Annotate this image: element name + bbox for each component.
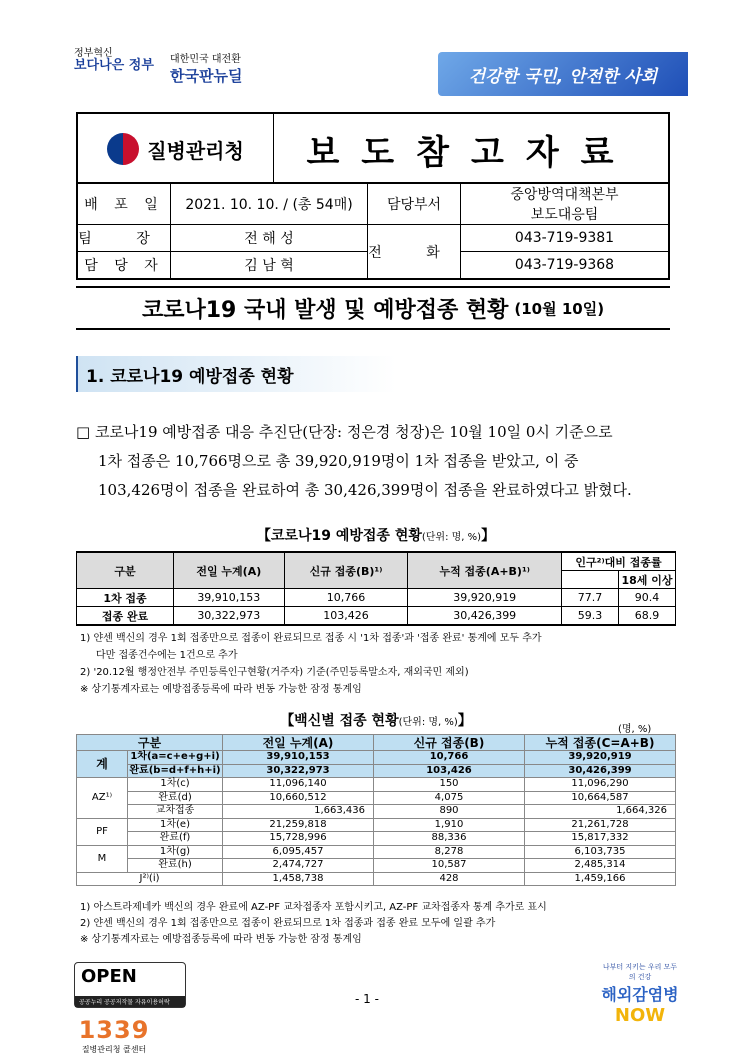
t2-cell: 1차(a=c+e+g+i)	[128, 751, 223, 765]
t1-cell: 39,910,153	[174, 589, 285, 607]
t2-cell: 890	[374, 805, 525, 819]
section-heading: 1. 코로나19 예방접종 현황	[76, 356, 396, 392]
doc-title: 보도참고자료	[306, 132, 636, 173]
t2-group-m: M	[77, 845, 128, 872]
t2-cell: 8,278	[374, 845, 525, 859]
para-line-2: 1차 접종은 10,766명으로 총 39,920,919명이 1차 접종을 받았고, 이 중	[98, 452, 579, 470]
t1-cell: 59.3	[562, 607, 619, 626]
t2-cell: 1,458,738	[223, 872, 374, 886]
t1-cell: 1차 접종	[77, 589, 174, 607]
table2-caption-text: 【백신별 접종 현황	[280, 713, 399, 729]
table2-unit: (명, %)	[618, 724, 652, 735]
table-row	[77, 778, 676, 792]
t2-group-pf: PF	[77, 818, 128, 845]
para-line-3: 103,426명이 접종을 완료하여 총 30,426,399명이 접종을 완료하였다고 밝혔다.	[98, 481, 632, 499]
t1-header-4: 인구²⁾대비 접종률	[562, 552, 676, 571]
t2-header-0: 구분	[77, 735, 223, 751]
t2-cell: 1,459,166	[525, 872, 676, 886]
t1-subheader-0	[562, 571, 619, 589]
t2-cell: 21,259,818	[223, 818, 374, 832]
new-deal-small: 대한민국 대전환	[170, 54, 241, 65]
t2-cell: 10,766	[374, 751, 525, 765]
table-row	[77, 751, 676, 765]
t2-group-az: AZ¹⁾	[77, 778, 128, 819]
note-line: ※ 상기통계자료는 예방접종등록에 따라 변동 가능한 잠정 통계임	[80, 934, 362, 945]
gov-innovation-small: 정부혁신	[74, 48, 113, 59]
t2-cell: 1차(e)	[128, 818, 223, 832]
new-deal-logo	[170, 50, 290, 86]
table2-caption	[76, 710, 676, 730]
t2-cell: 15,728,996	[223, 832, 374, 846]
t2-cell: 10,660,512	[223, 791, 374, 805]
t2-cell: J²⁾(i)	[77, 872, 223, 886]
note-line: 2) 얀센 백신의 경우 1회 접종만으로 접종이 완료되므로 1차 접종과 접종 완료 모두에 일괄 추가	[80, 918, 496, 929]
t2-cell: 6,103,735	[525, 845, 676, 859]
table-row	[77, 859, 676, 873]
t2-cell: 1차(c)	[128, 778, 223, 792]
call-label: 질병관리청 콜센터	[81, 1045, 147, 1054]
t2-cell: 10,587	[374, 859, 525, 873]
t2-header-1: 전일 누계(A)	[223, 735, 374, 751]
table-row	[77, 805, 676, 819]
call-number: 1339	[78, 1016, 150, 1044]
table-row	[77, 764, 676, 778]
table1-notes	[80, 630, 680, 698]
overseas-infection-logo	[600, 962, 680, 1026]
overseas-small: 나부터 지키는 우리 모두의 건강	[602, 963, 678, 981]
dept-value-line2: 보도대응팀	[530, 207, 599, 223]
t2-cell: 완료(b=d+f+h+i)	[129, 764, 221, 776]
t2-cell: 2,474,727	[223, 859, 374, 873]
table1-caption-text: 【코로나19 예방접종 현황	[256, 528, 422, 544]
t1-cell: 10,766	[284, 589, 408, 607]
note-line: 1) 아스트라제네카 백신의 경우 완료에 AZ-PF 교차접종자 포함시키고, AZ-PF 교차접종자 통계 추가로 표시	[80, 902, 547, 913]
open-license-badge	[74, 962, 186, 1008]
note-line: 2) '20.12월 행정안전부 주민등록인구현황(거주자) 기준(주민등록말소자, 재외국민 제외)	[80, 667, 469, 678]
t2-cell: 30,426,399	[525, 764, 676, 778]
t2-header-2: 신규 접종(B)	[374, 735, 525, 751]
t1-cell: 39,920,919	[408, 589, 562, 607]
info-table	[76, 182, 670, 280]
main-title	[76, 286, 670, 330]
table-row	[77, 845, 676, 859]
t2-cell: 428	[374, 872, 525, 886]
table1-caption	[76, 525, 676, 545]
press-header	[76, 112, 670, 184]
t2-cell: 21,261,728	[525, 818, 676, 832]
vaccine-type-table	[76, 734, 676, 886]
note-line: ※ 상기통계자료는 예방접종등록에 따라 변동 가능한 잠정 통계임	[80, 684, 362, 695]
table2-notes	[80, 900, 680, 948]
t2-cell: 39,910,153	[223, 751, 374, 765]
phone-label: 전 화	[368, 225, 461, 280]
table2-caption-end: 】	[457, 713, 472, 729]
t2-cell: 103,426	[374, 764, 525, 778]
new-deal-big: 한국판뉴딜	[170, 67, 243, 85]
t2-cell: 4,075	[374, 791, 525, 805]
t2-cell: 88,336	[374, 832, 525, 846]
overseas-big: 해외감염병	[601, 985, 679, 1004]
main-title-text: 코로나19 국내 발생 및 예방접종 현황	[141, 297, 509, 323]
t1-cell: 77.7	[562, 589, 619, 607]
slogan-banner: 건강한 국민, 안전한 사회	[438, 52, 688, 96]
t2-cell: 11,096,290	[525, 778, 676, 792]
t1-header-0: 구분	[77, 552, 174, 589]
t1-cell: 103,426	[284, 607, 408, 626]
main-title-date: (10월 10일)	[514, 299, 605, 318]
table-row	[77, 818, 676, 832]
note-line: 다만 접종건수에는 1건으로 추가	[96, 650, 238, 661]
t2-cell: 1,910	[374, 818, 525, 832]
t2-cell: 30,322,973	[223, 764, 374, 778]
dept-value-line1: 중앙방역대책본부	[510, 187, 619, 203]
open-bar-text: 공공누리 공공저작물 자유이용허락	[75, 996, 185, 1007]
note-line: 1) 얀센 백신의 경우 1회 접종만으로 접종이 완료되므로 접종 시 '1차 접종'과 '접종 완료' 통계에 모두 추가	[80, 633, 542, 644]
table2-caption-unit: (단위: 명, %)	[398, 717, 458, 728]
callcenter-logo	[74, 1016, 154, 1056]
date-label: 배 포 일	[77, 183, 171, 225]
agency-block	[78, 114, 274, 184]
staff-label: 담 당 자	[77, 252, 171, 280]
t1-header-2: 신규 접종(B)¹⁾	[284, 552, 408, 589]
t1-subheader-1: 18세 이상	[619, 571, 676, 589]
t2-cell: 15,817,332	[525, 832, 676, 846]
t2-header-3: 누적 접종(C=A+B)	[525, 735, 676, 751]
t2-cell: 1차(g)	[128, 845, 223, 859]
overseas-now: NOW	[614, 1005, 666, 1026]
table-row	[77, 589, 676, 607]
kdca-emblem-icon	[107, 133, 139, 165]
t1-header-3: 누적 접종(A+B)¹⁾	[408, 552, 562, 589]
lead-value: 전 해 성	[171, 225, 368, 252]
open-label: OPEN	[81, 966, 137, 987]
table-row	[77, 832, 676, 846]
phone-1: 043-719-9381	[461, 225, 670, 252]
gov-innovation-big: 보다나은 정부	[74, 58, 154, 73]
t2-cell: 2,485,314	[525, 859, 676, 873]
gov-innovation-logo	[74, 48, 154, 88]
t2-cell: 완료(h)	[128, 859, 223, 873]
t1-header-1: 전일 누계(A)	[174, 552, 285, 589]
para-line-1: □ 코로나19 예방접종 대응 추진단(단장: 정은경 청장)은 10월 10일 0시 기준으로	[76, 423, 613, 441]
summary-paragraph	[76, 418, 676, 505]
t2-cell: 150	[374, 778, 525, 792]
t1-cell: 68.9	[619, 607, 676, 626]
t2-cell: 1,664,326	[525, 805, 676, 819]
t1-cell: 30,426,399	[408, 607, 562, 626]
t2-cell: 1,663,436	[223, 805, 374, 819]
t2-cell: 교차접종	[128, 805, 223, 819]
table1-caption-unit: (단위: 명, %)	[421, 532, 482, 543]
t2-cell: 완료(f)	[128, 832, 223, 846]
table-row	[77, 607, 676, 626]
table1-caption-end: 】	[481, 528, 496, 544]
agency-name: 질병관리청	[147, 138, 244, 163]
date-value: 2021. 10. 10. / (총 54매)	[171, 183, 368, 225]
page-number: - 1 -	[355, 992, 379, 1006]
t2-cell: 39,920,919	[525, 751, 676, 765]
t2-cell: 완료(d)	[128, 791, 223, 805]
t1-cell: 30,322,973	[174, 607, 285, 626]
t2-cell: 11,096,140	[223, 778, 374, 792]
phone-2: 043-719-9368	[461, 252, 670, 280]
vaccination-table	[76, 551, 676, 626]
staff-value: 김 남 혁	[171, 252, 368, 280]
t2-cell: 10,664,587	[525, 791, 676, 805]
dept-label: 담당부서	[368, 183, 461, 225]
lead-label: 팀 장	[77, 225, 171, 252]
dept-value	[461, 183, 670, 225]
t2-group-total: 계	[77, 751, 128, 778]
table-row	[77, 872, 676, 886]
t1-cell: 접종 완료	[77, 607, 174, 626]
t2-cell: 6,095,457	[223, 845, 374, 859]
table-row	[77, 791, 676, 805]
t1-cell: 90.4	[619, 589, 676, 607]
